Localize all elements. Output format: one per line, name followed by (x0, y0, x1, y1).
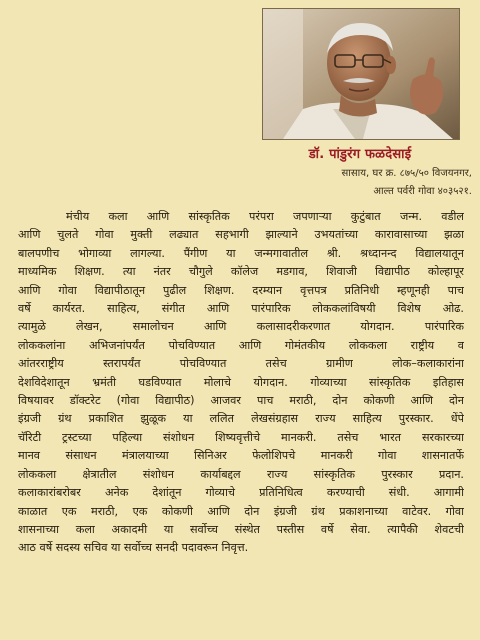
bio-line: शासनाच्या कला अकादमी या सर्वोच्च संस्थेत पस्तीस वर्षे सेवा. त्यापैकी शेवटची (18, 522, 464, 536)
address-line: आल्त पर्वरी गोवा ४०३५२१. (373, 186, 472, 197)
bio-line: आणि चुलते गोवा मुक्ती लढ्यात सहभागी झाल्याने उभयतांच्या कारावासाच्या झळा (18, 228, 464, 242)
author-portrait (262, 8, 460, 140)
bio-line: लोककला क्षेत्रातील संशोधन कार्याबद्दल राज्य सांस्कृतिक पुरस्कार प्रदान. (18, 467, 464, 481)
author-biography (18, 208, 464, 632)
author-address (262, 165, 472, 201)
bio-line: मानव संसाधन मंत्रालयाच्या सिनिअर फेलोशिपचे मानकरी गोवा शासनातर्फे (18, 449, 464, 463)
bio-line: चॅरिटी ट्रस्टच्या पहिल्या संशोधन शिष्यवृत्तीचे मानकरी. तसेच भारत सरकारच्या (18, 430, 464, 444)
bio-line: मंचीय कला आणि सांस्कृतिक परंपरा जपणाऱ्या कुटुंबात जन्म. वडील (66, 210, 464, 223)
bio-line: लोककलांना अभिजनांपर्यंत पोचविण्यात आणि गोमंतकीय लोककला राष्ट्रीय व (18, 338, 464, 352)
author-portrait-photo (263, 9, 459, 139)
address-line: सासाय, घर क्र. ८७५/५० विजयनगर, (341, 168, 472, 179)
bio-line: देशविदेशातून भ्रमंती घडविण्यात मोलाचे योगदान. गोव्याच्या सांस्कृतिक इतिहास (18, 375, 464, 389)
bio-line: काळात एक मराठी, एक कोकणी आणि दोन इंग्रजी ग्रंथ प्रकाशनाच्या वाटेवर. गोवा (18, 504, 464, 518)
bio-line: त्यामुळे लेखन, समालोचन आणि कलासादरीकरणात योगदान. पारंपारिक (18, 320, 464, 334)
bio-line: कलाकारांबरोबर अनेक देशांतून गोव्याचे प्रतिनिधित्व करण्याची संधी. आगामी (18, 486, 464, 500)
bio-line: इंग्रजी ग्रंथ प्रकाशित झुळूक या ललित लेखसंग्रहास राज्य साहित्य पुरस्कार. धेंपे (18, 412, 464, 426)
bio-line: आठ वर्षे सदस्य सचिव या सर्वोच्च सनदी पदावरून निवृत्त. (18, 541, 249, 555)
bio-line: वर्षे कार्यरत. साहित्य, संगीत आणि पारंपारिक लोककलांविषयी विशेष ओढ. (18, 302, 464, 316)
bio-line: विषयावर डॉक्टरेट (गोवा विद्यापीठ) आजवर पाच मराठी, दोन कोकणी आणि दोन (18, 394, 464, 408)
author-name: डॉ. पांडुरंग फळदेसाई (308, 147, 412, 162)
bio-line: आंतरराष्ट्रीय स्तरापर्यंत पोचविण्यात तसेच ग्रामीण लोक–कलाकारांना (18, 357, 464, 371)
bio-line: बालपणीच भोगाव्या लागल्या. पैंगीण या जन्मगावातील श्री. श्रध्दानन्द विद्यालयातून (18, 246, 464, 260)
bio-line: माध्यमिक शिक्षण. त्या नंतर चौगुले कॉलेज मडगाव, शिवाजी विद्यापीठ कोल्हापूर (18, 265, 464, 279)
bio-line: आणि गोवा विद्यापीठातून पुढील शिक्षण. दरम्यान वृत्तपत्र प्रतिनिधी म्हणूनही पाच (18, 283, 464, 297)
